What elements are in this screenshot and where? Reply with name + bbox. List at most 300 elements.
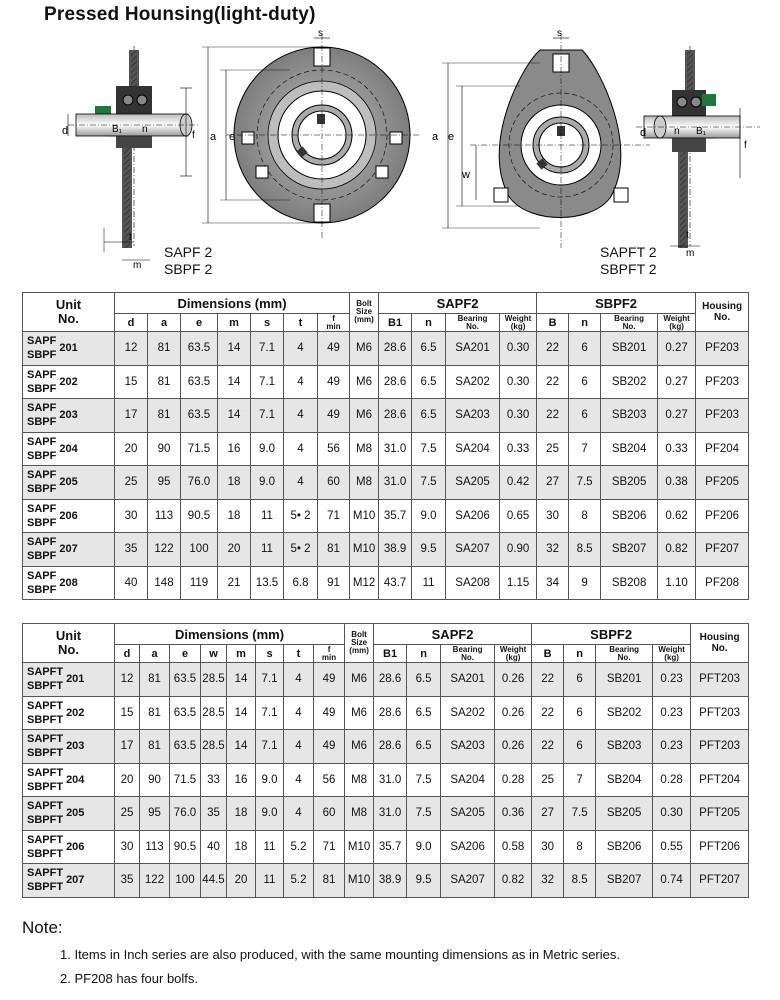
- table-cell: SA204: [441, 763, 495, 797]
- dim-label-a: a: [210, 131, 217, 143]
- table-cell: 22: [532, 730, 564, 764]
- technical-drawings: [0, 28, 780, 288]
- table-cell: SB206: [601, 499, 658, 533]
- table-cell: 4: [284, 332, 318, 366]
- triangular-flange-front-view: [442, 34, 650, 248]
- table-cell: 90: [140, 763, 170, 797]
- table-row: [23, 763, 749, 797]
- table-cell: 4: [284, 730, 314, 764]
- table-cell: PF203: [696, 365, 749, 399]
- table-cell: 63.5: [170, 663, 201, 697]
- table-cell: 91: [318, 566, 350, 600]
- table-cell: 7.5: [569, 466, 601, 500]
- table-cell: SA203: [441, 730, 495, 764]
- table-cell: 27: [537, 466, 569, 500]
- table-cell: 25: [537, 432, 569, 466]
- table-cell: 7.1: [251, 332, 284, 366]
- table-cell: 0.62: [658, 499, 696, 533]
- table-row: [23, 399, 749, 433]
- dim-label-d: d: [62, 125, 69, 137]
- table-cell: 81: [140, 730, 170, 764]
- table-cell: 8: [564, 830, 596, 864]
- sbpf-group-header: SBPF2: [532, 624, 691, 645]
- table-cell: 63.5: [170, 730, 201, 764]
- table-cell: 6.5: [407, 663, 441, 697]
- col-header-weight: Weight (kg): [653, 645, 691, 663]
- table-cell: 11: [256, 830, 284, 864]
- table-cell: 0.30: [500, 365, 537, 399]
- table-cell: 56: [314, 763, 345, 797]
- table-cell: 4: [284, 663, 314, 697]
- table-cell: 81: [148, 332, 181, 366]
- table-cell: SA204: [446, 432, 500, 466]
- col-header-bearing-no: Bearing No.: [446, 314, 500, 332]
- table-cell: 28.6: [374, 696, 407, 730]
- table-cell: PFT205: [691, 797, 749, 831]
- table-cell: SA207: [441, 864, 495, 898]
- spec-table-sapft: [22, 623, 749, 898]
- table-cell: 63.5: [181, 399, 218, 433]
- table-cell: 0.65: [500, 499, 537, 533]
- col-header-f-min: f min: [314, 645, 345, 663]
- table-cell: 49: [318, 365, 350, 399]
- unit-no-cell: SAPFT SBPFT 201: [23, 663, 115, 697]
- left-side-view: [68, 46, 200, 260]
- table-cell: SA202: [441, 696, 495, 730]
- col-header-d: d: [115, 645, 140, 663]
- unit-no-cell: SAPFT SBPFT 204: [23, 763, 115, 797]
- col-header-f-min: f min: [318, 314, 350, 332]
- table-cell: M10: [350, 533, 379, 567]
- col-header-weight: Weight (kg): [658, 314, 696, 332]
- dim-label-s: s: [318, 28, 323, 39]
- unit-no-cell: SAPFT SBPFT 207: [23, 864, 115, 898]
- table-cell: 25: [115, 797, 140, 831]
- sbpf-group-header: SBPF2: [537, 293, 696, 314]
- table-cell: 76.0: [181, 466, 218, 500]
- table-cell: 0.42: [500, 466, 537, 500]
- col-header-a: a: [148, 314, 181, 332]
- table-cell: 18: [218, 466, 251, 500]
- table-cell: 81: [148, 399, 181, 433]
- table-cell: 7.1: [256, 730, 284, 764]
- table-cell: 0.82: [495, 864, 532, 898]
- dim-label-e-2: e: [448, 131, 455, 143]
- table-cell: 4: [284, 365, 318, 399]
- table-cell: SB202: [596, 696, 653, 730]
- table-row: [23, 332, 749, 366]
- unit-no-cell: SAPF SBPF 205: [23, 466, 115, 500]
- table-cell: 35: [115, 864, 140, 898]
- table-cell: SA202: [446, 365, 500, 399]
- table-cell: 63.5: [170, 696, 201, 730]
- right-caption-line: SAPFT 2: [600, 244, 657, 260]
- bolt-size-header: Bolt Size (mm): [350, 293, 379, 332]
- table-cell: PFT204: [691, 763, 749, 797]
- table-cell: 13.5: [251, 566, 284, 600]
- table-cell: 11: [251, 533, 284, 567]
- table-row: [23, 466, 749, 500]
- table-cell: 90.5: [181, 499, 218, 533]
- table-cell: 8.5: [569, 533, 601, 567]
- table-cell: 28.6: [379, 399, 412, 433]
- table-cell: 7.5: [407, 763, 441, 797]
- bolt-size-header: Bolt Size (mm): [345, 624, 374, 663]
- table-cell: 81: [318, 533, 350, 567]
- table-cell: 7.5: [412, 466, 446, 500]
- unit-no-cell: SAPFT SBPFT 205: [23, 797, 115, 831]
- table-cell: 31.0: [379, 466, 412, 500]
- table-cell: 7: [569, 432, 601, 466]
- unit-no-cell: SAPF SBPF 208: [23, 566, 115, 600]
- table-cell: 0.23: [653, 663, 691, 697]
- table-cell: 0.74: [653, 864, 691, 898]
- table-cell: PFT203: [691, 696, 749, 730]
- table-cell: PF203: [696, 332, 749, 366]
- table-cell: SB204: [596, 763, 653, 797]
- table-cell: 30: [115, 499, 148, 533]
- table-cell: 0.30: [500, 332, 537, 366]
- table-cell: SB206: [596, 830, 653, 864]
- table-cell: 44.5: [201, 864, 227, 898]
- table-cell: 22: [532, 663, 564, 697]
- col-header-a: a: [140, 645, 170, 663]
- table-cell: 25: [115, 466, 148, 500]
- table-cell: 0.27: [658, 332, 696, 366]
- table-cell: 6.5: [407, 730, 441, 764]
- table-cell: 81: [140, 696, 170, 730]
- table-cell: 17: [115, 730, 140, 764]
- table-cell: 8.5: [564, 864, 596, 898]
- table-cell: 11: [256, 864, 284, 898]
- col-header-w: w: [201, 645, 227, 663]
- table-cell: 0.30: [500, 399, 537, 433]
- table-cell: 71: [318, 499, 350, 533]
- col-header-b1: B1: [379, 314, 412, 332]
- table-cell: 0.82: [658, 533, 696, 567]
- table-cell: 38.9: [374, 864, 407, 898]
- table-cell: PFT207: [691, 864, 749, 898]
- table-cell: 0.26: [495, 663, 532, 697]
- table-cell: 20: [227, 864, 256, 898]
- table-cell: 95: [148, 466, 181, 500]
- table-cell: SB208: [601, 566, 658, 600]
- dim-label-b1-2: B₁: [696, 126, 707, 137]
- table-cell: 27: [532, 797, 564, 831]
- table-cell: 14: [218, 332, 251, 366]
- right-caption-line: SBPFT 2: [600, 261, 657, 277]
- col-header-m: m: [218, 314, 251, 332]
- table-cell: 81: [140, 663, 170, 697]
- table-cell: SB202: [601, 365, 658, 399]
- table-cell: 90.5: [170, 830, 201, 864]
- dimensions-header: Dimensions (mm): [115, 293, 350, 314]
- dim-label-b1: B₁: [112, 124, 123, 135]
- table-cell: 43.7: [379, 566, 412, 600]
- unit-no-cell: SAPFT SBPFT 203: [23, 730, 115, 764]
- col-header-b1: B1: [374, 645, 407, 663]
- dim-label-n: n: [142, 124, 148, 135]
- table-cell: 35.7: [379, 499, 412, 533]
- col-header-t: t: [284, 645, 314, 663]
- table-row: [23, 663, 749, 697]
- table-cell: 28.5: [201, 663, 227, 697]
- table-cell: 4: [284, 797, 314, 831]
- table-cell: 6: [564, 696, 596, 730]
- dim-label-s-2: s: [557, 28, 562, 39]
- table-cell: SA207: [446, 533, 500, 567]
- table-cell: 11: [251, 499, 284, 533]
- table-row: [23, 365, 749, 399]
- col-header-s: s: [256, 645, 284, 663]
- table-cell: 100: [181, 533, 218, 567]
- table-cell: 7.1: [256, 663, 284, 697]
- table-cell: 34: [537, 566, 569, 600]
- col-header-s: s: [251, 314, 284, 332]
- table-cell: 22: [537, 399, 569, 433]
- table-cell: 4: [284, 466, 318, 500]
- table-cell: SA201: [446, 332, 500, 366]
- table-cell: 81: [314, 864, 345, 898]
- table-cell: 6.5: [412, 399, 446, 433]
- col-header-bearing-no: Bearing No.: [601, 314, 658, 332]
- table-cell: 122: [148, 533, 181, 567]
- col-header-n: n: [569, 314, 601, 332]
- table-cell: 15: [115, 696, 140, 730]
- table-cell: 0.28: [653, 763, 691, 797]
- table-cell: 0.23: [653, 696, 691, 730]
- unit-no-header: Unit No.: [23, 624, 115, 663]
- table-cell: 7.1: [251, 399, 284, 433]
- unit-no-cell: SAPF SBPF 201: [23, 332, 115, 366]
- table-cell: 9.0: [407, 830, 441, 864]
- table-cell: M6: [350, 399, 379, 433]
- dim-label-a-2: a: [432, 131, 439, 143]
- dim-label-m: m: [133, 260, 142, 271]
- dim-label-f-2: f: [744, 140, 747, 151]
- housing-no-header: Housing No.: [691, 624, 749, 663]
- table-cell: 21: [218, 566, 251, 600]
- left-caption: [164, 244, 212, 278]
- table-cell: 15: [115, 365, 148, 399]
- table-cell: 9.0: [251, 432, 284, 466]
- table-cell: 0.30: [653, 797, 691, 831]
- table-cell: 4: [284, 432, 318, 466]
- table-row: [23, 864, 749, 898]
- unit-no-cell: SAPF SBPF 203: [23, 399, 115, 433]
- dim-label-m-2: m: [686, 248, 695, 259]
- table-cell: 25: [532, 763, 564, 797]
- table-cell: 60: [318, 466, 350, 500]
- col-header-bearing-no: Bearing No.: [441, 645, 495, 663]
- table-cell: 0.55: [653, 830, 691, 864]
- table-row: [23, 730, 749, 764]
- table-cell: 9.0: [256, 763, 284, 797]
- table-cell: 28.6: [379, 332, 412, 366]
- col-header-bearing-no: Bearing No.: [596, 645, 653, 663]
- table-cell: SB207: [596, 864, 653, 898]
- note-item: 2. PF208 has four bolfs.: [60, 971, 199, 986]
- table-cell: 4: [284, 763, 314, 797]
- table-cell: 119: [181, 566, 218, 600]
- table-cell: 28.6: [374, 730, 407, 764]
- table-cell: 63.5: [181, 332, 218, 366]
- table-row: [23, 533, 749, 567]
- table-cell: 7.1: [251, 365, 284, 399]
- table-cell: 113: [140, 830, 170, 864]
- table-cell: 4: [284, 399, 318, 433]
- table-cell: 71: [314, 830, 345, 864]
- col-header-e: e: [170, 645, 201, 663]
- table-cell: 7.5: [407, 797, 441, 831]
- table-cell: M6: [350, 365, 379, 399]
- table-cell: 6.8: [284, 566, 318, 600]
- table-cell: 0.38: [658, 466, 696, 500]
- table-cell: SB203: [596, 730, 653, 764]
- table-cell: 17: [115, 399, 148, 433]
- unit-no-cell: SAPF SBPF 207: [23, 533, 115, 567]
- table-cell: 6.5: [407, 696, 441, 730]
- table-cell: 38.9: [379, 533, 412, 567]
- dim-label-w: w: [462, 169, 470, 181]
- table-cell: 49: [318, 332, 350, 366]
- table-cell: 90: [148, 432, 181, 466]
- spec-table-sapf: [22, 292, 749, 600]
- table-cell: 31.0: [379, 432, 412, 466]
- table-cell: 35.7: [374, 830, 407, 864]
- table-cell: 0.23: [653, 730, 691, 764]
- unit-no-cell: SAPFT SBPFT 202: [23, 696, 115, 730]
- table-cell: 28.6: [374, 663, 407, 697]
- table-cell: SB205: [596, 797, 653, 831]
- table-cell: 35: [201, 797, 227, 831]
- table-cell: 0.36: [495, 797, 532, 831]
- table-cell: 7.5: [564, 797, 596, 831]
- col-header-d: d: [115, 314, 148, 332]
- table-cell: 30: [532, 830, 564, 864]
- page-title: Pressed Hounsing(light-duty): [44, 4, 316, 25]
- table-row: [23, 566, 749, 600]
- unit-no-cell: SAPF SBPF 202: [23, 365, 115, 399]
- table-cell: 32: [537, 533, 569, 567]
- table-cell: M10: [345, 830, 374, 864]
- table-cell: 31.0: [374, 763, 407, 797]
- col-header-n: n: [407, 645, 441, 663]
- table-cell: 6: [569, 365, 601, 399]
- table-row: [23, 499, 749, 533]
- table-cell: 0.27: [658, 399, 696, 433]
- table-cell: 14: [227, 696, 256, 730]
- col-header-e: e: [181, 314, 218, 332]
- table-cell: 6.5: [412, 365, 446, 399]
- table-cell: 5• 2: [284, 533, 318, 567]
- table-cell: 0.27: [658, 365, 696, 399]
- table-cell: 1.15: [500, 566, 537, 600]
- table-cell: 12: [115, 332, 148, 366]
- table-cell: PF204: [696, 432, 749, 466]
- table-cell: 22: [532, 696, 564, 730]
- table-cell: 6.5: [412, 332, 446, 366]
- table-cell: 0.26: [495, 696, 532, 730]
- table-cell: SB205: [601, 466, 658, 500]
- table-cell: 49: [314, 663, 345, 697]
- table-cell: 28.5: [201, 696, 227, 730]
- table-cell: SB201: [601, 332, 658, 366]
- table-cell: PF207: [696, 533, 749, 567]
- table-cell: SA206: [446, 499, 500, 533]
- table-cell: 76.0: [170, 797, 201, 831]
- table-cell: 63.5: [181, 365, 218, 399]
- table-cell: 16: [227, 763, 256, 797]
- table-cell: M8: [350, 432, 379, 466]
- table-cell: 35: [115, 533, 148, 567]
- table-row: [23, 696, 749, 730]
- col-header-b: B: [532, 645, 564, 663]
- table-cell: 95: [140, 797, 170, 831]
- table-cell: 30: [115, 830, 140, 864]
- table-cell: 0.28: [495, 763, 532, 797]
- table-cell: 18: [227, 830, 256, 864]
- unit-no-header: Unit No.: [23, 293, 115, 332]
- table-cell: PF205: [696, 466, 749, 500]
- table-cell: 5.2: [284, 864, 314, 898]
- table-cell: SB204: [601, 432, 658, 466]
- housing-no-header: Housing No.: [696, 293, 749, 332]
- table-cell: 100: [170, 864, 201, 898]
- dim-label-f: f: [192, 130, 195, 141]
- dim-label-d-2: d: [640, 127, 647, 139]
- table-cell: 0.33: [500, 432, 537, 466]
- table-cell: 22: [537, 332, 569, 366]
- notes-title: Note:: [22, 918, 63, 937]
- table-cell: M8: [350, 466, 379, 500]
- table-cell: 31.0: [374, 797, 407, 831]
- dim-label-t-2: t: [686, 230, 689, 241]
- table-cell: PFT206: [691, 830, 749, 864]
- right-side-view: [636, 46, 760, 248]
- table-cell: 20: [218, 533, 251, 567]
- col-header-t: t: [284, 314, 318, 332]
- table-cell: M8: [345, 797, 374, 831]
- table-cell: 14: [218, 365, 251, 399]
- table-cell: M6: [345, 696, 374, 730]
- table-cell: 81: [148, 365, 181, 399]
- col-header-m: m: [227, 645, 256, 663]
- table-cell: 18: [227, 797, 256, 831]
- unit-no-cell: SAPF SBPF 204: [23, 432, 115, 466]
- table-cell: 6: [564, 730, 596, 764]
- sapf-group-header: SAPF2: [374, 624, 532, 645]
- table-row: [23, 830, 749, 864]
- table-cell: 0.58: [495, 830, 532, 864]
- table-cell: SB207: [601, 533, 658, 567]
- table-cell: 11: [412, 566, 446, 600]
- table-cell: 0.33: [658, 432, 696, 466]
- table-cell: 5• 2: [284, 499, 318, 533]
- table-cell: 0.26: [495, 730, 532, 764]
- col-header-n: n: [412, 314, 446, 332]
- table-row: [23, 797, 749, 831]
- left-caption-line: SAPF 2: [164, 244, 213, 260]
- table-cell: M6: [345, 663, 374, 697]
- table-cell: 20: [115, 763, 140, 797]
- table-cell: 5.2: [284, 830, 314, 864]
- unit-no-cell: SAPF SBPF 206: [23, 499, 115, 533]
- table-cell: 28.6: [379, 365, 412, 399]
- table-cell: 9.0: [256, 797, 284, 831]
- table-cell: 71.5: [170, 763, 201, 797]
- col-header-weight: Weight (kg): [500, 314, 537, 332]
